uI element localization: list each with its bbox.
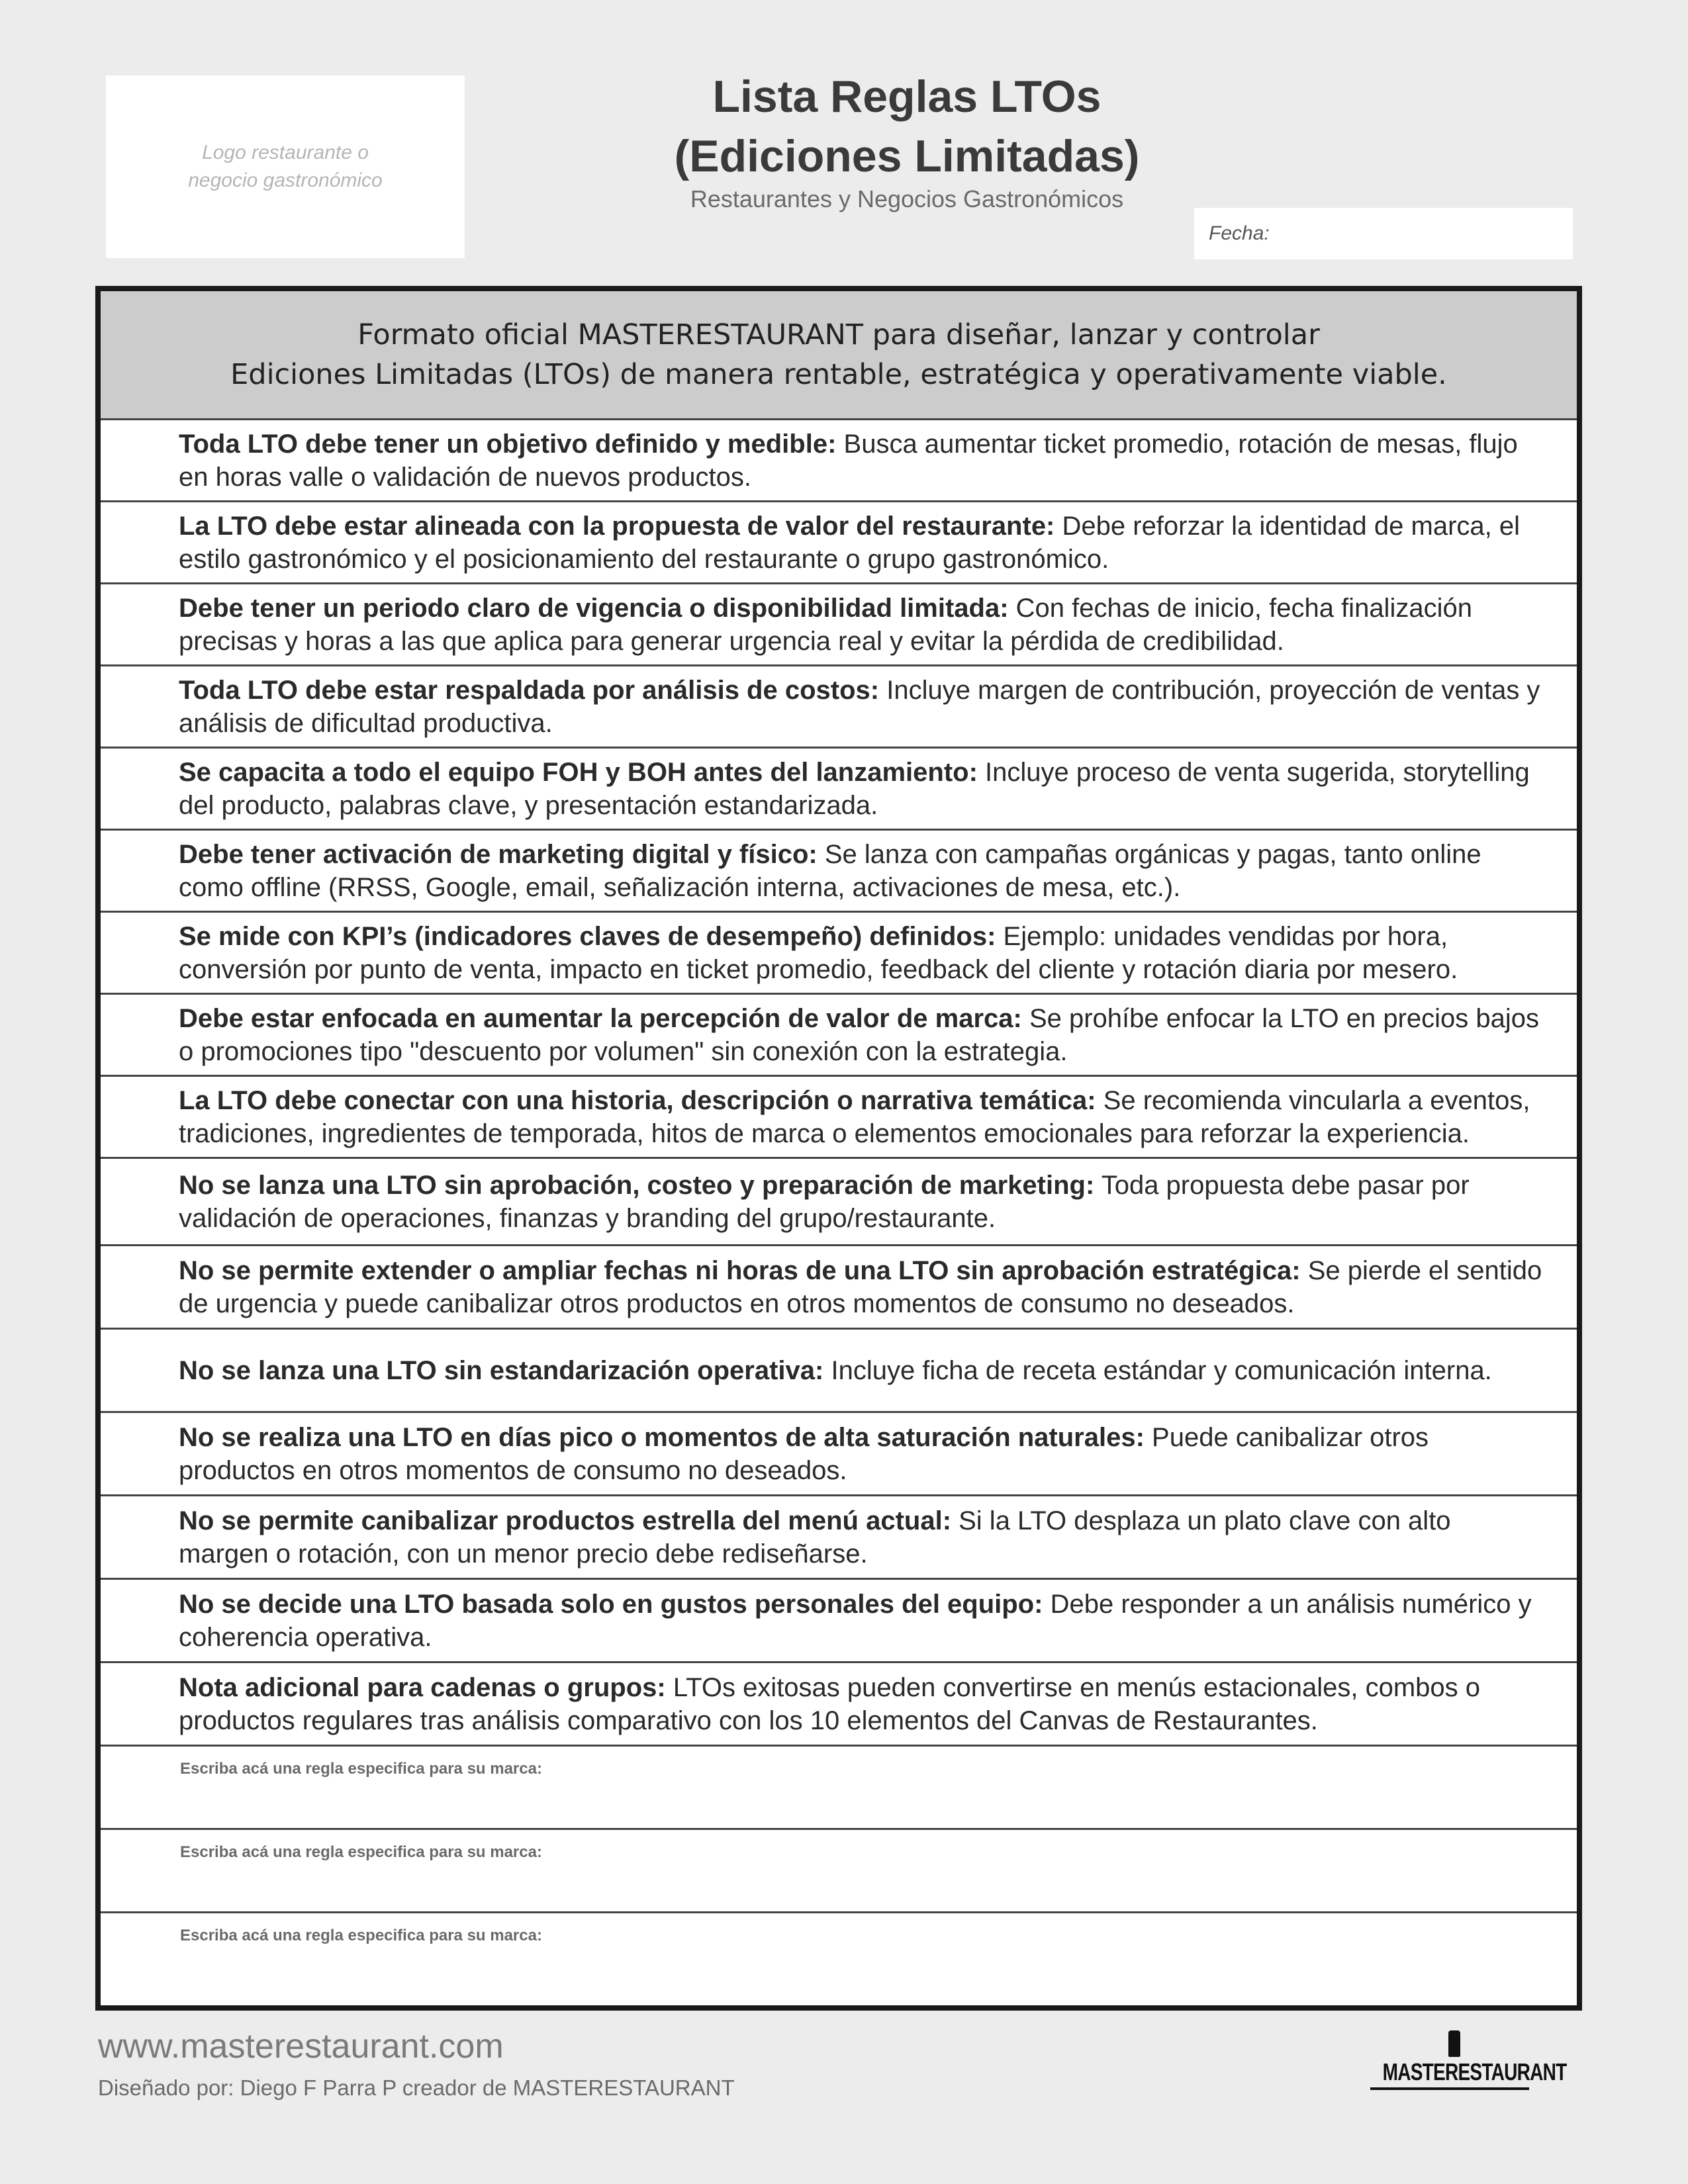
rule-title: No se decide una LTO basada solo en gustos personales del equipo: — [179, 1589, 1043, 1619]
rule-row — [101, 420, 1577, 502]
rule-text: Si la LTO desplaza un plato clave con alto margen o rotación, con un menor precio debe rediseñarse. — [179, 1506, 1451, 1569]
rule-row — [101, 1580, 1577, 1663]
rule-title: Debe tener activación de marketing digital y físico: — [179, 839, 818, 869]
page-title-line2: (Ediciones Limitadas) — [674, 131, 1140, 181]
rule-text: Debe reforzar la identidad de marca, el estilo gastronómico y el posicionamiento del restaurante o grupo gastronómico. — [179, 511, 1520, 574]
page-title-line1: Lista Reglas LTOs — [712, 71, 1102, 122]
custom-rule-field[interactable] — [101, 1747, 1577, 1830]
logo-placeholder — [106, 75, 465, 258]
website-link[interactable]: www.masterestaurant.com — [98, 2027, 504, 2066]
custom-rule-label: Escriba acá una regla especifica para su marca: — [180, 1760, 542, 1778]
rule-text: Se prohíbe enfocar la LTO en precios bajos o promociones tipo "descuento por volumen" sin conexión con la estrategia. — [179, 1003, 1540, 1066]
rule-row — [101, 749, 1577, 831]
rule-text: Se recomienda vincularla a eventos, tradiciones, ingredientes de temporada, hitos de marca o elementos emocionales para reforzar la experiencia. — [179, 1085, 1530, 1148]
date-field[interactable] — [1194, 208, 1573, 259]
intro-line-1: Formato oficial MASTERESTAURANT para diseñar, lanzar y controlar — [357, 318, 1320, 351]
rule-text: LTOs exitosas pueden convertirse en menús estacionales, combos o productos regulares tras análisis comparativo con los 10 elementos del Canvas de Restaurantes. — [179, 1672, 1481, 1735]
rule-row — [101, 502, 1577, 584]
rule-text: Se lanza con campañas orgánicas y pagas, tanto online como offline (RRSS, Google, email, señalización interna, activaciones de mesa, etc.). — [179, 839, 1481, 902]
rule-title: La LTO debe conectar con una historia, descripción o narrativa temática: — [179, 1085, 1096, 1115]
rule-text: Incluye proceso de venta sugerida, storytelling del producto, palabras clave, y presentación estandarizada. — [179, 757, 1530, 820]
brand-logo — [1364, 2030, 1567, 2090]
rule-title: Nota adicional para cadenas o grupos: — [179, 1672, 666, 1702]
custom-rule-label: Escriba acá una regla especifica para su marca: — [180, 1843, 542, 1861]
rule-row — [101, 1663, 1577, 1747]
designer-credit: Diseñado por: Diego F Parra P creador de MASTERESTAURANT — [98, 2075, 735, 2100]
logo-placeholder-text: Logo restaurante o negocio gastronómico — [188, 142, 383, 191]
rule-title: Se mide con KPI’s (indicadores claves de desempeño) definidos: — [179, 921, 996, 951]
rules-table — [95, 286, 1582, 2011]
rule-title: Toda LTO debe estar respaldada por análisis de costos: — [179, 675, 880, 705]
rule-text: Incluye ficha de receta estándar y comunicación interna. — [823, 1355, 1492, 1385]
intro-line-2: Ediciones Limitadas (LTOs) de manera rentable, estratégica y operativamente viable. — [230, 358, 1447, 391]
date-label: Fecha: — [1209, 222, 1270, 244]
page-subtitle: Restaurantes y Negocios Gastronómicos — [690, 185, 1124, 212]
rule-text: Debe responder a un análisis numérico y coherencia operativa. — [179, 1589, 1532, 1652]
custom-rule-field[interactable] — [101, 1830, 1577, 1913]
brand-wordmark: MASTERESTAURANT — [1382, 2058, 1567, 2085]
intro-header — [101, 291, 1577, 420]
rule-row — [101, 1330, 1577, 1413]
rule-row — [101, 1413, 1577, 1496]
rule-row — [101, 995, 1577, 1077]
rule-text: Con fechas de inicio, fecha finalización precisas y horas a las que aplica para generar urgencia real y evitar la pérdida de credibilidad. — [179, 593, 1472, 656]
rule-row — [101, 1077, 1577, 1159]
rule-title: Se capacita a todo el equipo FOH y BOH antes del lanzamiento: — [179, 757, 978, 787]
rule-row — [101, 1246, 1577, 1330]
rule-row — [101, 584, 1577, 666]
rule-title: No se realiza una LTO en días pico o momentos de alta saturación naturales: — [179, 1422, 1145, 1452]
rule-title: No se lanza una LTO sin aprobación, costeo y preparación de marketing: — [179, 1170, 1095, 1200]
rule-row — [101, 666, 1577, 749]
rule-text: Incluye margen de contribución, proyección de ventas y análisis de dificultad productiva. — [179, 675, 1540, 738]
rule-title: No se lanza una LTO sin estandarización operativa: — [179, 1355, 824, 1385]
rule-text: Se pierde el sentido de urgencia y puede canibalizar otros productos en otros momentos de consumo no deseados. — [179, 1255, 1542, 1318]
rule-title: Toda LTO debe tener un objetivo definido y medible: — [179, 429, 837, 459]
rule-text: Toda propuesta debe pasar por validación de operaciones, finanzas y branding del grupo/restaurante. — [179, 1170, 1470, 1233]
rule-text: Puede canibalizar otros productos en otros momentos de consumo no deseados. — [179, 1422, 1429, 1485]
rule-text: Ejemplo: unidades vendidas por hora, conversión por punto de venta, impacto en ticket promedio, feedback del cliente y rotación diaria por mesero. — [179, 921, 1458, 984]
rule-row — [101, 1496, 1577, 1580]
bottle-icon — [1448, 2030, 1460, 2057]
rule-title: La LTO debe estar alineada con la propuesta de valor del restaurante: — [179, 511, 1055, 541]
rule-title: Debe tener un periodo claro de vigencia o disponibilidad limitada: — [179, 593, 1009, 623]
rule-row — [101, 913, 1577, 995]
rule-row — [101, 1159, 1577, 1246]
custom-rule-label: Escriba acá una regla especifica para su marca: — [180, 1927, 542, 1944]
rule-title: Debe estar enfocada en aumentar la percepción de valor de marca: — [179, 1003, 1022, 1033]
custom-rule-field[interactable] — [101, 1913, 1577, 1998]
rule-title: No se permite extender o ampliar fechas ni horas de una LTO sin aprobación estratégica: — [179, 1255, 1301, 1285]
rule-text: Busca aumentar ticket promedio, rotación de mesas, flujo en horas valle o validación de nuevos productos. — [179, 429, 1518, 492]
rule-row — [101, 831, 1577, 913]
brand-underline — [1370, 2087, 1529, 2090]
rule-title: No se permite canibalizar productos estrella del menú actual: — [179, 1506, 952, 1535]
